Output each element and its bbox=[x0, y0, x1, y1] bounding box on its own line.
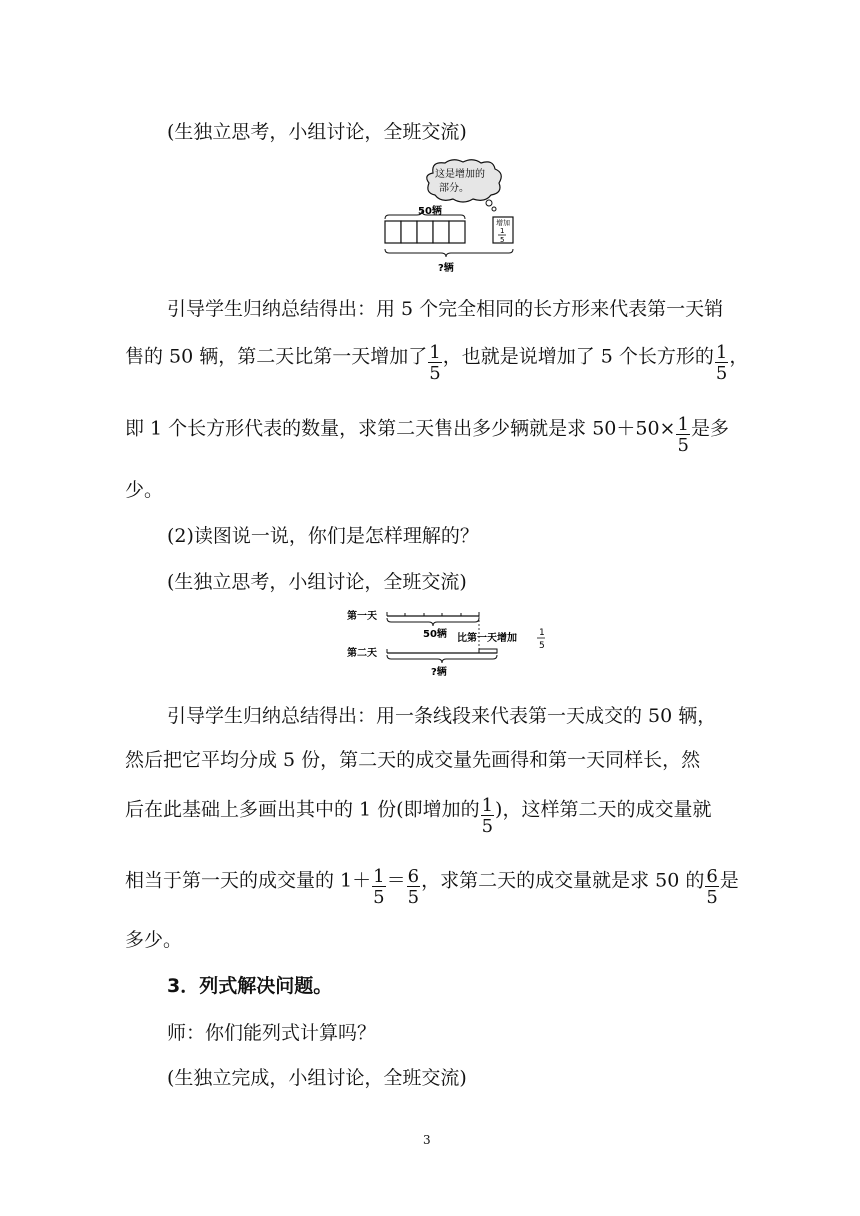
label-total: ?辆 bbox=[431, 667, 447, 678]
five-rectangles bbox=[385, 221, 465, 243]
fraction-one-fifth: $\frac{1}{5}$ bbox=[481, 795, 494, 837]
paragraph-1-line-3: 即 1 个长方形代表的数量，求第二天售出多少辆就是求 50＋50× $\frac{1}{5}$ 是多 bbox=[125, 414, 729, 456]
thought-bubble bbox=[427, 160, 502, 202]
teacher-question: 师：你们能列式计算吗？ bbox=[167, 1022, 377, 1044]
paragraph-1-line-2: 售的 50 辆，第二天比第一天增加了 $\frac{1}{5}$ ，也就是说增加了 5 个长方形的 $\frac{1}{5}$ ， bbox=[125, 342, 749, 384]
paragraph-2-line-1: 引导学生归纳总结得出：用一条线段来代表第一天成交的 50 辆， bbox=[167, 705, 717, 727]
discussion-note-1: (生独立思考，小组讨论，全班交流) bbox=[167, 121, 467, 143]
label-50: 50辆 bbox=[418, 206, 442, 217]
label-50: 50辆 bbox=[423, 629, 447, 640]
svg-text:1: 1 bbox=[539, 628, 545, 638]
svg-text:5: 5 bbox=[539, 641, 545, 651]
segment-diagram bbox=[345, 603, 585, 685]
svg-text:5: 5 bbox=[500, 236, 505, 244]
label-day1: 第一天 bbox=[347, 611, 377, 622]
rectangle-diagram bbox=[375, 155, 535, 280]
bubble-text-line1: 这是增加的 bbox=[435, 169, 485, 180]
fraction-one-fifth: $\frac{1}{5}$ bbox=[373, 866, 385, 908]
discussion-note-3: (生独立完成，小组讨论，全班交流) bbox=[167, 1067, 467, 1089]
section-3-heading: 3．列式解决问题。 bbox=[167, 975, 333, 997]
paragraph-2-line-4: 相当于第一天的成交量的 1＋ $\frac{1}{5}$ ＝ $\frac{6}{5}$ ，求第二天的成交量就是求 50 的 $\frac{6}{5}$ 是 bbox=[125, 866, 739, 908]
svg-text:增加: 增加 bbox=[496, 219, 510, 227]
question-2: (2)读图说一说，你们是怎样理解的？ bbox=[167, 525, 479, 547]
fraction-one-fifth: $\frac{1}{5}$ bbox=[429, 342, 441, 384]
bubble-text-line2: 部分。 bbox=[439, 183, 469, 194]
paragraph-1-line-4: 少。 bbox=[125, 479, 164, 501]
paragraph-2-line-2: 然后把它平均分成 5 份，第二天的成交量先画得和第一天同样长，然 bbox=[125, 749, 701, 771]
paragraph-2-line-5: 多少。 bbox=[125, 929, 183, 951]
paragraph-1-line-1: 引导学生归纳总结得出：用 5 个完全相同的长方形来代表第一天销 bbox=[167, 298, 724, 320]
fraction-one-fifth: $\frac{1}{5}$ bbox=[715, 342, 728, 384]
page-number: 3 bbox=[423, 1133, 431, 1147]
label-total: ?辆 bbox=[438, 263, 454, 274]
svg-text:1: 1 bbox=[500, 227, 505, 235]
fraction-six-fifths: $\frac{6}{5}$ bbox=[407, 866, 420, 908]
discussion-note-2: (生独立思考，小组讨论，全班交流) bbox=[167, 571, 467, 593]
label-increase: 比第一天增加 bbox=[457, 633, 517, 644]
label-day2: 第二天 bbox=[347, 648, 377, 659]
paragraph-2-line-3: 后在此基础上多画出其中的 1 份(即增加的 $\frac{1}{5}$ )，这样第二天的成交量就 bbox=[125, 795, 712, 837]
fraction-one-fifth: $\frac{1}{5}$ bbox=[677, 414, 689, 456]
fraction-six-fifths: $\frac{6}{5}$ bbox=[706, 866, 718, 908]
